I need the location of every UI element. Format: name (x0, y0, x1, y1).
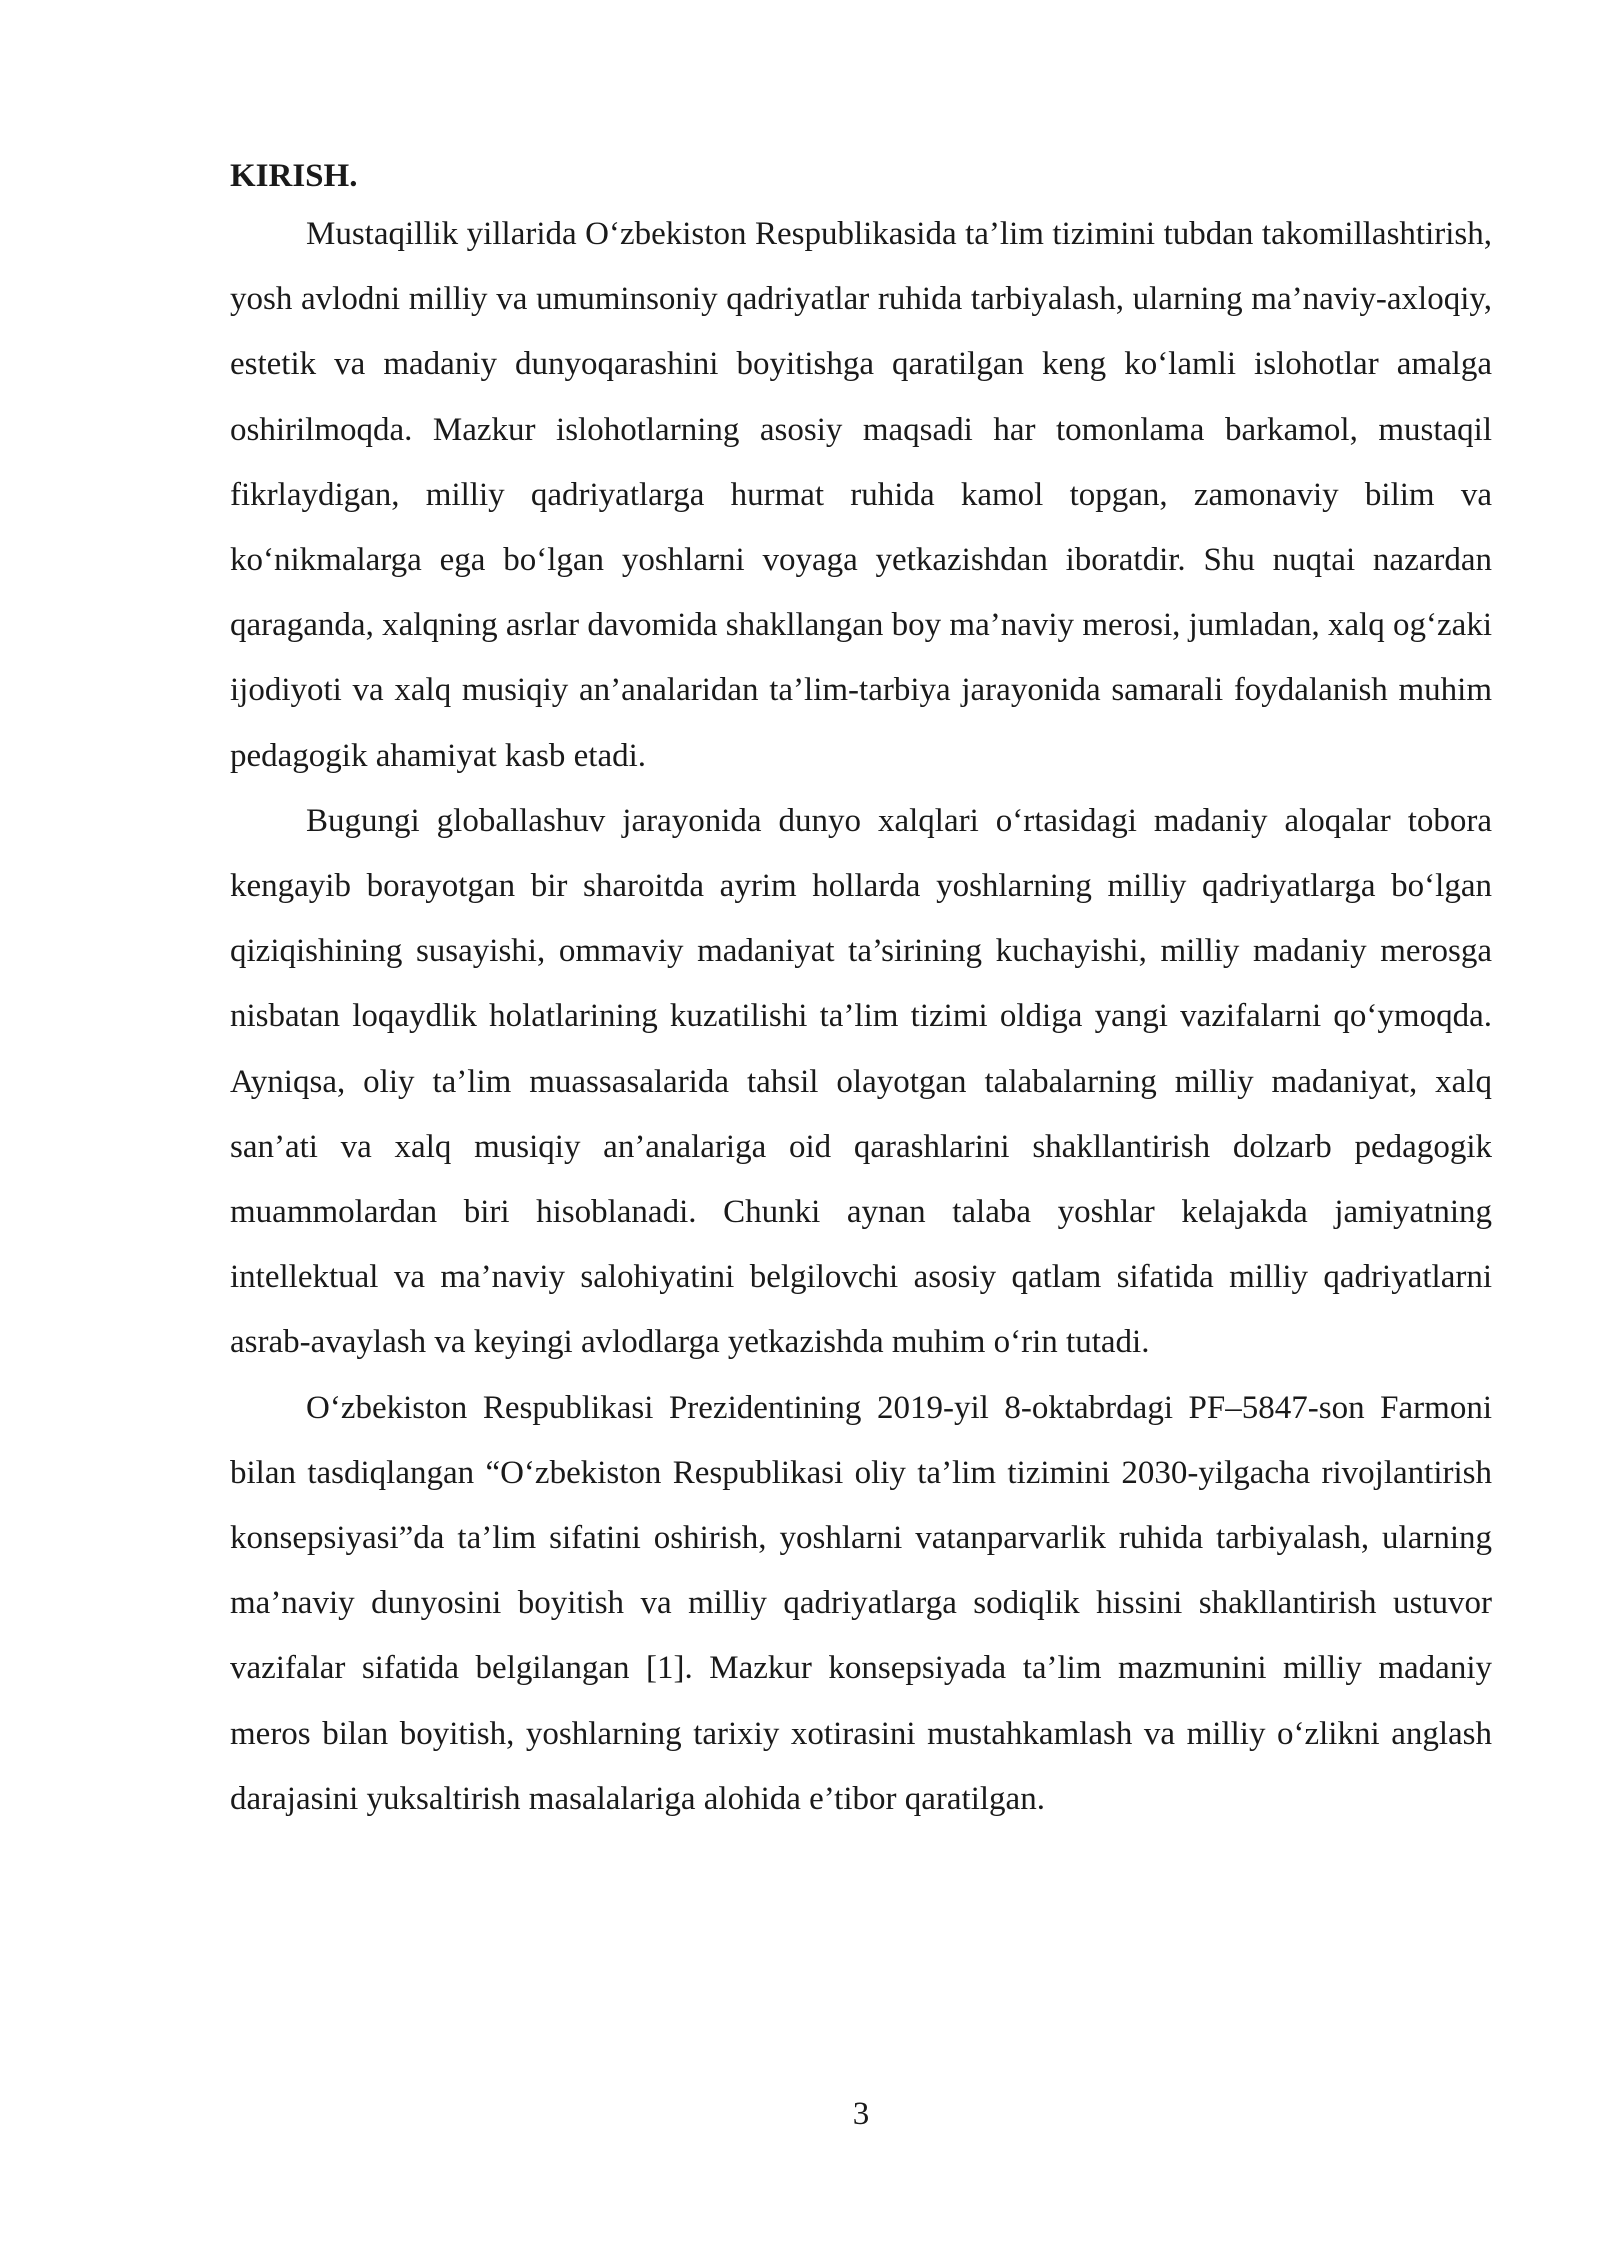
section-heading: KIRISH. (230, 158, 358, 194)
page-number: 3 (852, 2096, 870, 2132)
paragraph-2: Bugungi globallashuv jarayonida dunyo xalqlari o‘rtasidagi madaniy aloqalar tobora kengayib borayotgan bir sharoitda ayrim hollarda yoshlarning milliy qadriyatlarga bo‘lgan qiziqishining susayishi, ommaviy madaniyat ta’sirining kuchayishi, milliy madaniy merosga nisbatan loqaydlik holatlarining kuzatilishi ta’lim tizimi oldiga yangi vazifalarni qo‘ymoqda. Ayniqsa, oliy ta’lim muassasalarida tahsil olayotgan talabalarning milliy madaniyat, xalq san’ati va xalq musiqiy an’analariga oid qarashlarini shakllantirish dolzarb pedagogik muammolardan biri hisoblanadi. Chunki aynan talaba yoshlar kelajakda jamiyatning intellektual va ma’naviy salohiyatini belgilovchi asosiy qatlam sifatida milliy qadriyatlarni asrab-avaylash va keyingi avlodlarga yetkazishda muhim o‘rin tutadi. (230, 802, 1492, 1361)
paragraph-1: Mustaqillik yillarida O‘zbekiston Respublikasida ta’lim tizimini tubdan takomillashtirish, yosh avlodni milliy va umuminsoniy qadriyatlar ruhida tarbiyalash, ularning ma’naviy-axloqiy, estetik va madaniy dunyoqarashini boyitishga qaratilgan keng ko‘lamli islohotlar amalga oshirilmoqda. Mazkur islohotlarning asosiy maqsadi har tomonlama barkamol, mustaqil fikrlaydigan, milliy qadriyatlarga hurmat ruhida kamol topgan, zamonaviy bilim va ko‘nikmalarga ega bo‘lgan yoshlarni voyaga yetkazishdan iboratdir. Shu nuqtai nazardan qaraganda, xalqning asrlar davomida shakllangan boy ma’naviy merosi, jumladan, xalq og‘zaki ijodiyoti va xalq musiqiy an’analaridan ta’lim-tarbiya jarayonida samarali foydalanish muhim pedagogik ahamiyat kasb etadi. (230, 216, 1492, 774)
page-body (230, 152, 1492, 1832)
paragraph-3: O‘zbekiston Respublikasi Prezidentining 2019-yil 8-oktabrdagi PF–5847-son Farmoni bilan tasdiqlangan “O‘zbekiston Respublikasi oliy ta’lim tizimini 2030-yilgacha rivojlantirish konsepsiyasi”da ta’lim sifatini oshirish, yoshlarni vatanparvarlik ruhida tarbiyalash, ularning ma’naviy dunyosini boyitish va milliy qadriyatlarga sodiqlik hissini shakllantirish ustuvor vazifalar sifatida belgilangan [1]. Mazkur konsepsiyada ta’lim mazmunini milliy madaniy meros bilan boyitish, yoshlarning tarixiy xotirasini mustahkamlash va milliy o‘zlikni anglash darajasini yuksaltirish masalalariga alohida e’tibor qaratilgan. (230, 1389, 1492, 1817)
